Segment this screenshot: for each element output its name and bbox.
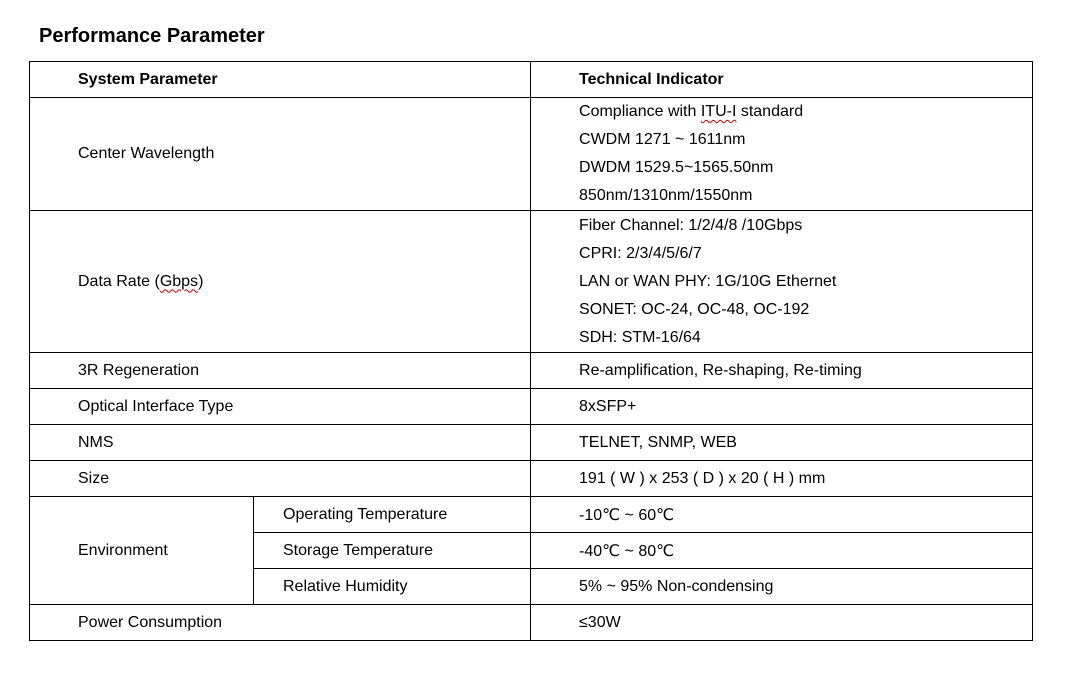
indicator-cell-power-consumption: ≤30W (531, 605, 1033, 641)
parameter-cell-size: Size (30, 461, 531, 497)
data-rate-line-lan-wan: LAN or WAN PHY: 1G/10G Ethernet (579, 272, 837, 290)
table-row-center-wavelength (30, 98, 1033, 211)
parameter-cell-optical-interface: Optical Interface Type (30, 389, 531, 425)
wavelength-line-multimode: 850nm/1310nm/1550nm (579, 187, 753, 204)
indicator-cell-nms: TELNET, SNMP, WEB (531, 425, 1033, 461)
indicator-cell-optical-interface: 8xSFP+ (531, 389, 1033, 425)
table-row-optical-interface (30, 389, 1033, 425)
table-row-data-rate (30, 211, 1033, 353)
indicator-cell-data-rate (531, 211, 1033, 353)
text-fragment: Data Rate ( (78, 272, 160, 290)
indicator-cell-operating-temperature: -10℃ ~ 60℃ (531, 497, 1033, 533)
indicator-cell-relative-humidity: 5% ~ 95% Non-condensing (531, 569, 1033, 605)
table-row-power-consumption (30, 605, 1033, 641)
table-header-row (30, 62, 1033, 98)
text-fragment: ) (198, 272, 204, 290)
sub-parameter-cell-operating-temperature: Operating Temperature (254, 497, 531, 533)
table-row-operating-temperature (30, 497, 1033, 533)
page-title: Performance Parameter (39, 25, 265, 47)
text-fragment: standard (736, 103, 804, 120)
table-row-size (30, 461, 1033, 497)
indicator-cell-center-wavelength (531, 98, 1033, 211)
wavelength-line-cwdm: CWDM 1271 ~ 1611nm (579, 131, 746, 148)
parameter-cell-3r-regeneration: 3R Regeneration (30, 353, 531, 389)
data-rate-line-fiber-channel: Fiber Channel: 1/2/4/8 /10Gbps (579, 216, 803, 234)
indicator-cell-size: 191 ( W ) x 253 ( D ) x 20 ( H ) mm (531, 461, 1033, 497)
data-rate-line-cpri: CPRI: 2/3/4/5/6/7 (579, 244, 702, 262)
column-header-system-parameter: System Parameter (30, 62, 531, 98)
indicator-cell-storage-temperature: -40℃ ~ 80℃ (531, 533, 1033, 569)
table-row-3r-regeneration (30, 353, 1033, 389)
parameter-cell-environment: Environment (30, 497, 254, 605)
spellcheck-marked-word: Gbps (159, 272, 199, 290)
data-rate-line-sdh: SDH: STM-16/64 (579, 328, 701, 346)
spellcheck-marked-word: ITU-I (700, 103, 737, 120)
sub-parameter-cell-relative-humidity: Relative Humidity (254, 569, 531, 605)
parameter-cell-power-consumption: Power Consumption (30, 605, 531, 641)
performance-parameter-table (29, 61, 1033, 641)
wavelength-line-dwdm: DWDM 1529.5~1565.50nm (579, 159, 774, 176)
sub-parameter-cell-storage-temperature: Storage Temperature (254, 533, 531, 569)
parameter-cell-nms: NMS (30, 425, 531, 461)
indicator-cell-3r-regeneration: Re-amplification, Re-shaping, Re-timing (531, 353, 1033, 389)
table-row-nms (30, 425, 1033, 461)
wavelength-line-itu (579, 98, 1032, 126)
parameter-cell-center-wavelength: Center Wavelength (30, 98, 531, 211)
text-fragment: Compliance with (579, 103, 701, 120)
parameter-cell-data-rate (30, 211, 531, 353)
column-header-technical-indicator: Technical Indicator (531, 62, 1033, 98)
data-rate-line-sonet: SONET: OC-24, OC-48, OC-192 (579, 300, 810, 318)
